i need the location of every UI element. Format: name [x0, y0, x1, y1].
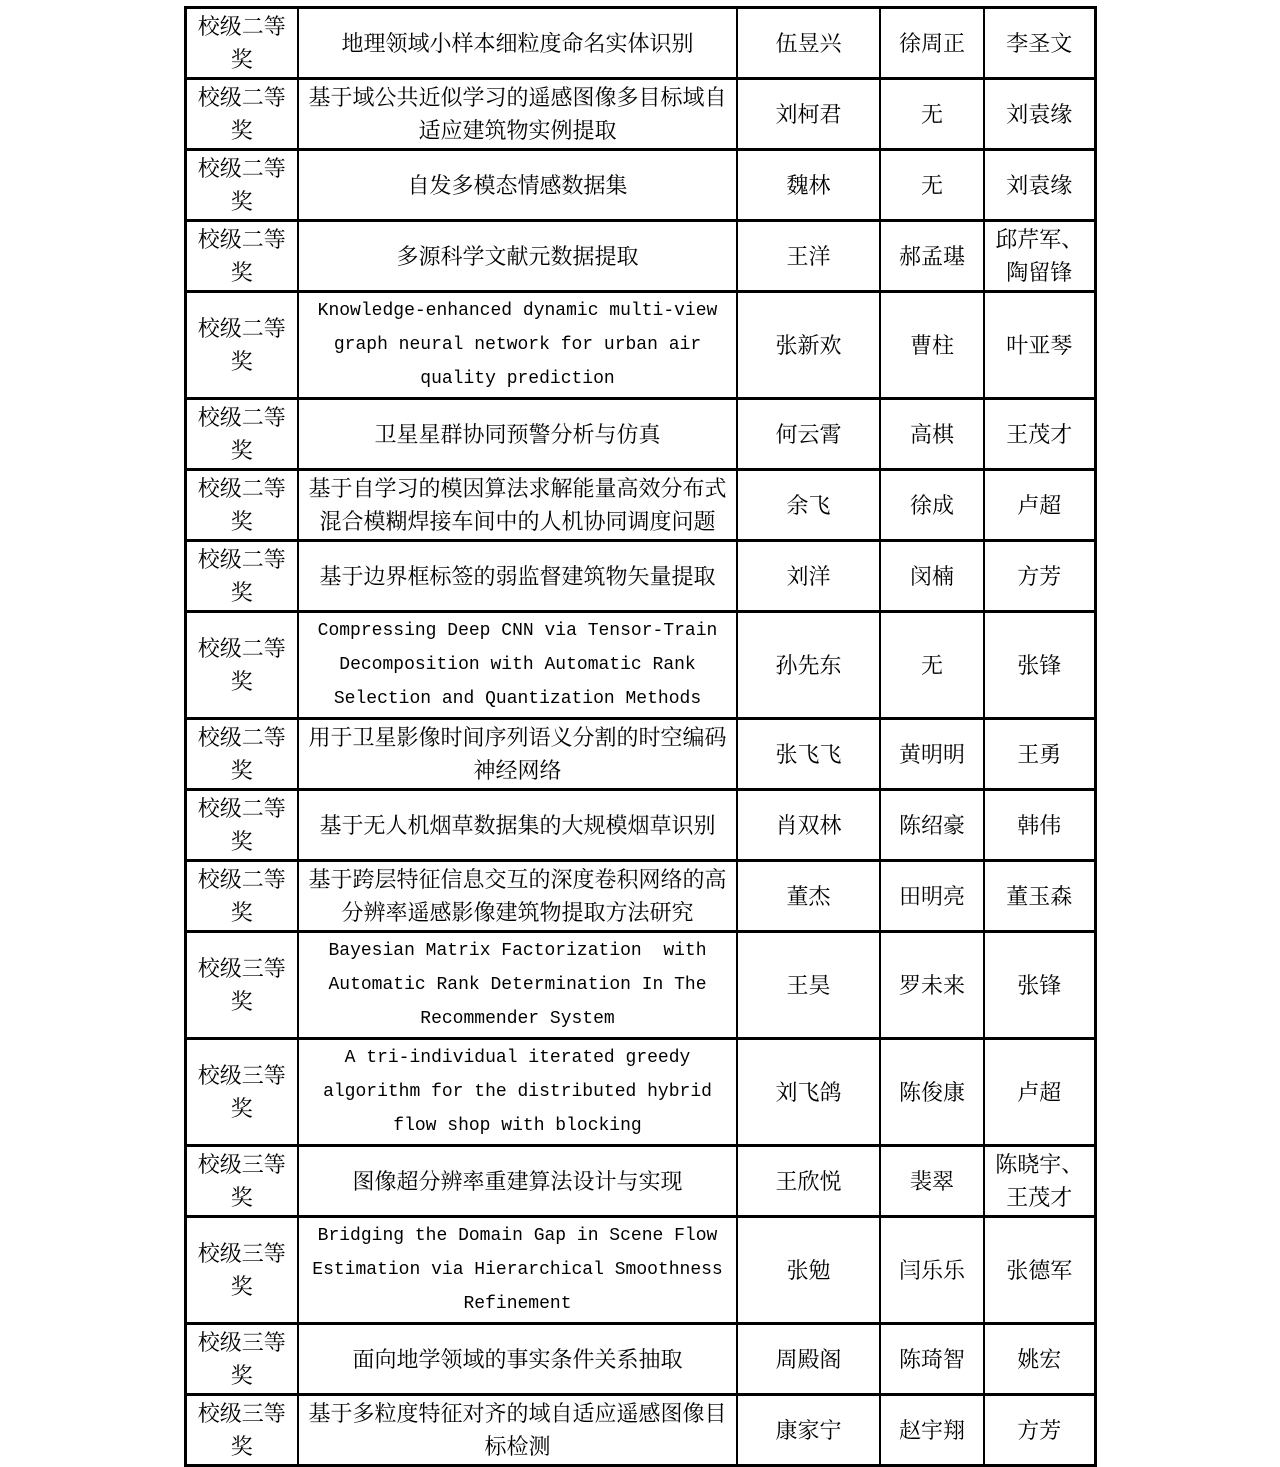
- award-level-cell: 校级二等奖: [185, 79, 298, 150]
- award-level-cell: 校级二等奖: [185, 861, 298, 932]
- name2-cell: 罗未来: [880, 932, 984, 1039]
- award-level-cell: 校级二等奖: [185, 470, 298, 541]
- award-level-cell: 校级三等奖: [185, 1039, 298, 1146]
- name3-cell: 陈晓宇、王茂才: [984, 1146, 1095, 1217]
- name2-cell: 郝孟璂: [880, 221, 984, 292]
- awards-table: [184, 6, 1097, 1467]
- name3-cell: 叶亚琴: [984, 292, 1095, 399]
- name2-cell: 闫乐乐: [880, 1217, 984, 1324]
- name3-cell: 卢超: [984, 470, 1095, 541]
- name3-cell: 王茂才: [984, 399, 1095, 470]
- project-title-cell: 基于多粒度特征对齐的域自适应遥感图像目标检测: [298, 1395, 737, 1466]
- name1-cell: 王洋: [737, 221, 880, 292]
- award-level-cell: 校级三等奖: [185, 1217, 298, 1324]
- name2-cell: 陈绍豪: [880, 790, 984, 861]
- table-row: [185, 1324, 1095, 1395]
- project-title-cell: Bayesian Matrix Factorization with Automatic Rank Determination In The Recommender System: [298, 932, 737, 1039]
- award-level-cell: 校级三等奖: [185, 1395, 298, 1466]
- awards-table-body: [185, 8, 1095, 1466]
- table-row: [185, 150, 1095, 221]
- award-level-cell: 校级二等奖: [185, 790, 298, 861]
- name1-cell: 张勉: [737, 1217, 880, 1324]
- project-title-cell: Knowledge-enhanced dynamic multi-view graph neural network for urban air quality prediction: [298, 292, 737, 399]
- name1-cell: 张新欢: [737, 292, 880, 399]
- name3-cell: 邱芹军、陶留锋: [984, 221, 1095, 292]
- table-row: [185, 399, 1095, 470]
- name3-cell: 张德军: [984, 1217, 1095, 1324]
- table-row: [185, 292, 1095, 399]
- award-level-cell: 校级三等奖: [185, 1146, 298, 1217]
- table-row: [185, 719, 1095, 790]
- name2-cell: 赵宇翔: [880, 1395, 984, 1466]
- table-row: [185, 861, 1095, 932]
- project-title-cell: 基于无人机烟草数据集的大规模烟草识别: [298, 790, 737, 861]
- name1-cell: 王欣悦: [737, 1146, 880, 1217]
- name1-cell: 余飞: [737, 470, 880, 541]
- name2-cell: 无: [880, 150, 984, 221]
- name3-cell: 刘袁缘: [984, 79, 1095, 150]
- name3-cell: 方芳: [984, 541, 1095, 612]
- name1-cell: 刘飞鸽: [737, 1039, 880, 1146]
- name3-cell: 张锋: [984, 932, 1095, 1039]
- project-title-cell: 基于边界框标签的弱监督建筑物矢量提取: [298, 541, 737, 612]
- award-level-cell: 校级三等奖: [185, 932, 298, 1039]
- award-level-cell: 校级二等奖: [185, 541, 298, 612]
- award-level-cell: 校级三等奖: [185, 1324, 298, 1395]
- name2-cell: 陈俊康: [880, 1039, 984, 1146]
- name2-cell: 田明亮: [880, 861, 984, 932]
- name1-cell: 孙先东: [737, 612, 880, 719]
- award-level-cell: 校级二等奖: [185, 612, 298, 719]
- table-row: [185, 221, 1095, 292]
- project-title-cell: 自发多模态情感数据集: [298, 150, 737, 221]
- name3-cell: 李圣文: [984, 8, 1095, 79]
- table-row: [185, 1146, 1095, 1217]
- name2-cell: 无: [880, 612, 984, 719]
- award-level-cell: 校级二等奖: [185, 221, 298, 292]
- name2-cell: 陈琦智: [880, 1324, 984, 1395]
- name3-cell: 张锋: [984, 612, 1095, 719]
- name3-cell: 刘袁缘: [984, 150, 1095, 221]
- name3-cell: 董玉森: [984, 861, 1095, 932]
- name1-cell: 刘柯君: [737, 79, 880, 150]
- project-title-cell: Compressing Deep CNN via Tensor-Train Decomposition with Automatic Rank Selection and Quantization Methods: [298, 612, 737, 719]
- name1-cell: 伍昱兴: [737, 8, 880, 79]
- project-title-cell: Bridging the Domain Gap in Scene Flow Estimation via Hierarchical Smoothness Refinement: [298, 1217, 737, 1324]
- table-row: [185, 612, 1095, 719]
- project-title-cell: 地理领域小样本细粒度命名实体识别: [298, 8, 737, 79]
- project-title-cell: A tri-individual iterated greedy algorithm for the distributed hybrid flow shop with blocking: [298, 1039, 737, 1146]
- project-title-cell: 面向地学领域的事实条件关系抽取: [298, 1324, 737, 1395]
- project-title-cell: 用于卫星影像时间序列语义分割的时空编码神经网络: [298, 719, 737, 790]
- name1-cell: 刘洋: [737, 541, 880, 612]
- award-level-cell: 校级二等奖: [185, 150, 298, 221]
- award-level-cell: 校级二等奖: [185, 8, 298, 79]
- name1-cell: 董杰: [737, 861, 880, 932]
- project-title-cell: 图像超分辨率重建算法设计与实现: [298, 1146, 737, 1217]
- name2-cell: 裴翠: [880, 1146, 984, 1217]
- project-title-cell: 基于域公共近似学习的遥感图像多目标域自适应建筑物实例提取: [298, 79, 737, 150]
- project-title-cell: 基于自学习的模因算法求解能量高效分布式混合模糊焊接车间中的人机协同调度问题: [298, 470, 737, 541]
- name2-cell: 高棋: [880, 399, 984, 470]
- name2-cell: 徐成: [880, 470, 984, 541]
- table-row: [185, 790, 1095, 861]
- table-row: [185, 1217, 1095, 1324]
- award-level-cell: 校级二等奖: [185, 292, 298, 399]
- name1-cell: 肖双林: [737, 790, 880, 861]
- project-title-cell: 基于跨层特征信息交互的深度卷积网络的高分辨率遥感影像建筑物提取方法研究: [298, 861, 737, 932]
- name1-cell: 周殿阁: [737, 1324, 880, 1395]
- project-title-cell: 卫星星群协同预警分析与仿真: [298, 399, 737, 470]
- name1-cell: 何云霄: [737, 399, 880, 470]
- name3-cell: 方芳: [984, 1395, 1095, 1466]
- table-row: [185, 8, 1095, 79]
- name3-cell: 姚宏: [984, 1324, 1095, 1395]
- name2-cell: 黄明明: [880, 719, 984, 790]
- table-row: [185, 79, 1095, 150]
- name1-cell: 王昊: [737, 932, 880, 1039]
- name1-cell: 魏林: [737, 150, 880, 221]
- award-level-cell: 校级二等奖: [185, 399, 298, 470]
- award-level-cell: 校级二等奖: [185, 719, 298, 790]
- table-row: [185, 1039, 1095, 1146]
- table-row: [185, 541, 1095, 612]
- name3-cell: 卢超: [984, 1039, 1095, 1146]
- name2-cell: 无: [880, 79, 984, 150]
- name1-cell: 张飞飞: [737, 719, 880, 790]
- name2-cell: 徐周正: [880, 8, 984, 79]
- table-row: [185, 1395, 1095, 1466]
- project-title-cell: 多源科学文献元数据提取: [298, 221, 737, 292]
- name2-cell: 闵楠: [880, 541, 984, 612]
- table-row: [185, 932, 1095, 1039]
- name1-cell: 康家宁: [737, 1395, 880, 1466]
- name3-cell: 王勇: [984, 719, 1095, 790]
- table-row: [185, 470, 1095, 541]
- name3-cell: 韩伟: [984, 790, 1095, 861]
- name2-cell: 曹柱: [880, 292, 984, 399]
